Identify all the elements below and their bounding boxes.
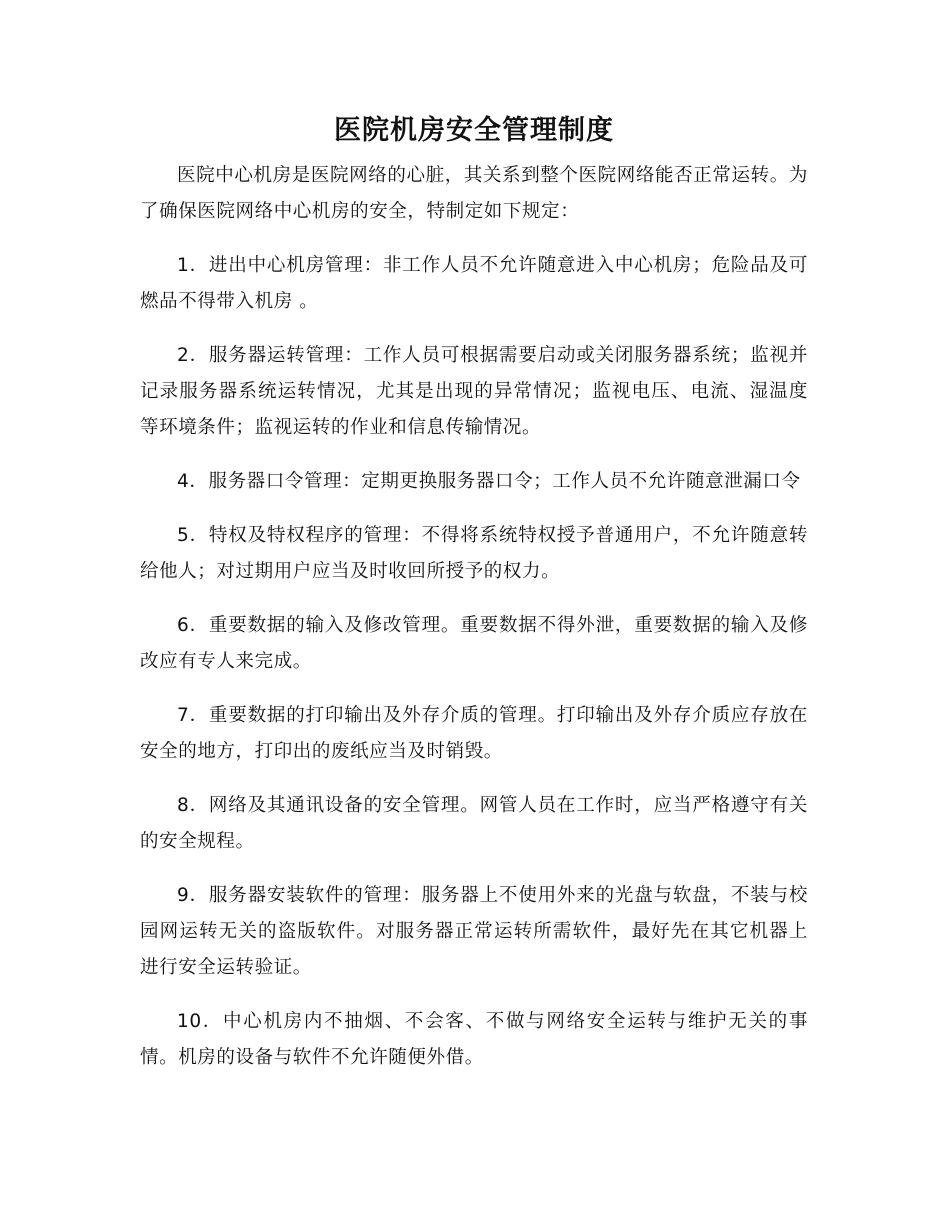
rule-item-1: 1．进出中心机房管理：非工作人员不允许随意进入中心机房；危险品及可燃品不得带入机房 。 [140, 255, 808, 312]
document-page [140, 108, 808, 1094]
intro-paragraph: 医院中心机房是医院网络的心脏，其关系到整个医院网络能否正常运转。为了确保医院网络中心机房的安全，特制定如下规定： [140, 165, 808, 222]
rule-item-10: 10．中心机房内不抽烟、不会客、不做与网络安全运转与维护无关的事情。机房的设备与软件不允许随便外借。 [140, 1011, 808, 1068]
document-title: 医院机房安全管理制度 [334, 115, 614, 146]
rule-item-6: 6．重要数据的输入及修改管理。重要数据不得外泄，重要数据的输入及修改应有专人来完成。 [140, 615, 808, 672]
rule-item-9: 9．服务器安装软件的管理：服务器上不使用外来的光盘与软盘，不装与校园网运转无关的盗版软件。对服务器正常运转所需软件，最好先在其它机器上进行安全运转验证。 [140, 885, 808, 978]
rule-item-7: 7．重要数据的打印输出及外存介质的管理。打印输出及外存介质应存放在安全的地方，打印出的废纸应当及时销毁。 [140, 705, 808, 762]
rule-item-4: 4．服务器口令管理：定期更换服务器口令；工作人员不允许随意泄漏口令 [177, 471, 801, 492]
rule-item-5: 5．特权及特权程序的管理：不得将系统特权授予普通用户，不允许随意转给他人；对过期用户应当及时收回所授予的权力。 [140, 525, 808, 582]
rule-item-8: 8．网络及其通讯设备的安全管理。网管人员在工作时，应当严格遵守有关的安全规程。 [140, 795, 808, 852]
rule-item-2: 2．服务器运转管理：工作人员可根据需要启动或关闭服务器系统；监视并记录服务器系统运转情况，尤其是出现的异常情况；监视电压、电流、湿温度等环境条件；监视运转的作业和信息传输情况。 [140, 345, 808, 438]
